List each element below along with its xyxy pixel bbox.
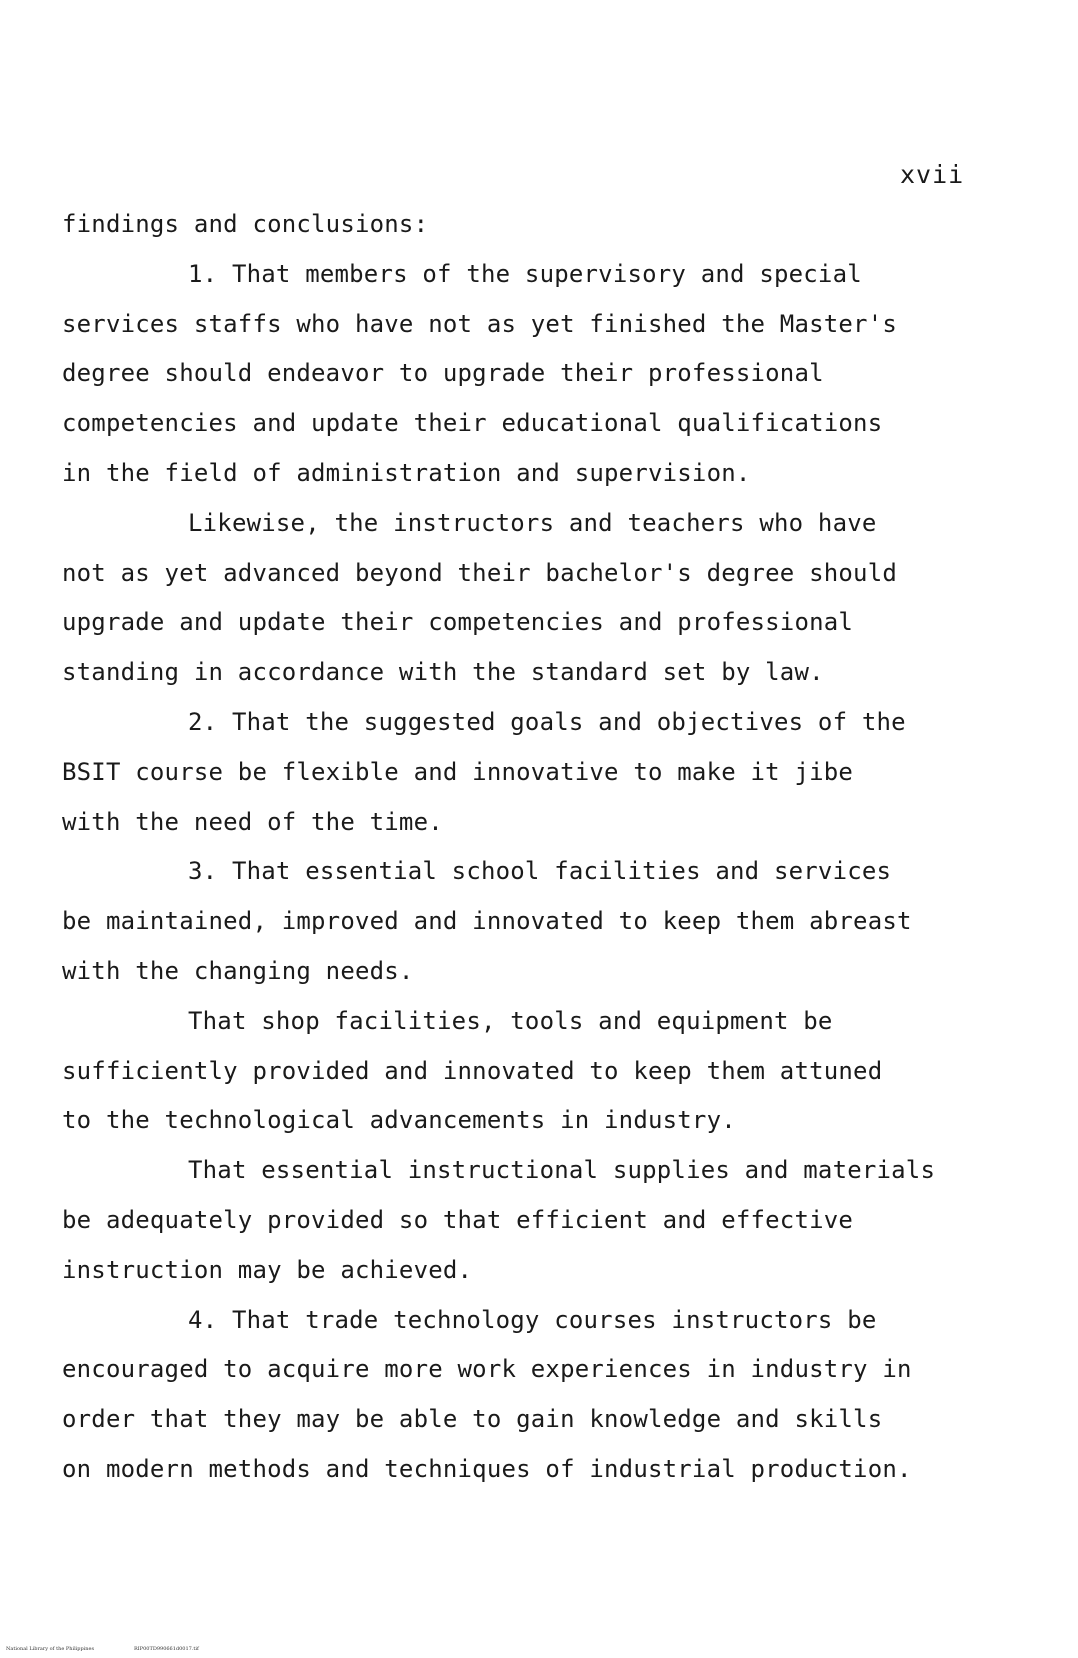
text-line: encouraged to acquire more work experiences in industry in <box>62 1355 912 1384</box>
page-number: xvii <box>900 160 965 189</box>
text-line: order that they may be able to gain knowledge and skills <box>62 1405 883 1434</box>
text-line: 1. That members of the supervisory and special <box>188 259 862 288</box>
text-line: with the need of the time. <box>62 807 443 836</box>
text-line: with the changing needs. <box>62 956 414 985</box>
text-line: on modern methods and techniques of industrial production. <box>62 1454 912 1483</box>
scan-footer <box>6 1646 199 1652</box>
text-line: be adequately provided so that efficient and effective <box>62 1205 854 1234</box>
text-line: be maintained, improved and innovated to keep them abreast <box>62 907 912 936</box>
text-line: degree should endeavor to upgrade their professional <box>62 359 824 388</box>
text-line: 3. That essential school facilities and services <box>188 857 892 886</box>
text-line: That shop facilities, tools and equipment be <box>188 1006 833 1035</box>
document-body <box>62 200 1042 1495</box>
text-line: instruction may be achieved. <box>62 1255 473 1284</box>
text-line: standing in accordance with the standard set by law. <box>62 658 824 687</box>
text-line: That essential instructional supplies and materials <box>188 1156 936 1185</box>
text-line: services staffs who have not as yet finished the Master's <box>62 309 898 338</box>
footer-file: RIP00TD990661d0017.tif <box>134 1646 199 1652</box>
footer-library: National Library of the Philippines <box>6 1646 95 1652</box>
text-line: competencies and update their educational qualifications <box>62 409 883 438</box>
text-line: 2. That the suggested goals and objectives of the <box>188 707 906 736</box>
text-line: sufficiently provided and innovated to keep them attuned <box>62 1056 883 1085</box>
text-line: in the field of administration and supervision. <box>62 458 751 487</box>
text-line: upgrade and update their competencies and professional <box>62 608 854 637</box>
text-line: findings and conclusions: <box>62 210 429 238</box>
text-line: 4. That trade technology courses instructors be <box>188 1305 877 1334</box>
text-line: not as yet advanced beyond their bachelor's degree should <box>62 558 898 587</box>
text-line: Likewise, the instructors and teachers who have <box>188 508 877 537</box>
text-line: to the technological advancements in industry. <box>62 1106 736 1135</box>
text-line: BSIT course be flexible and innovative to make it jibe <box>62 757 854 786</box>
